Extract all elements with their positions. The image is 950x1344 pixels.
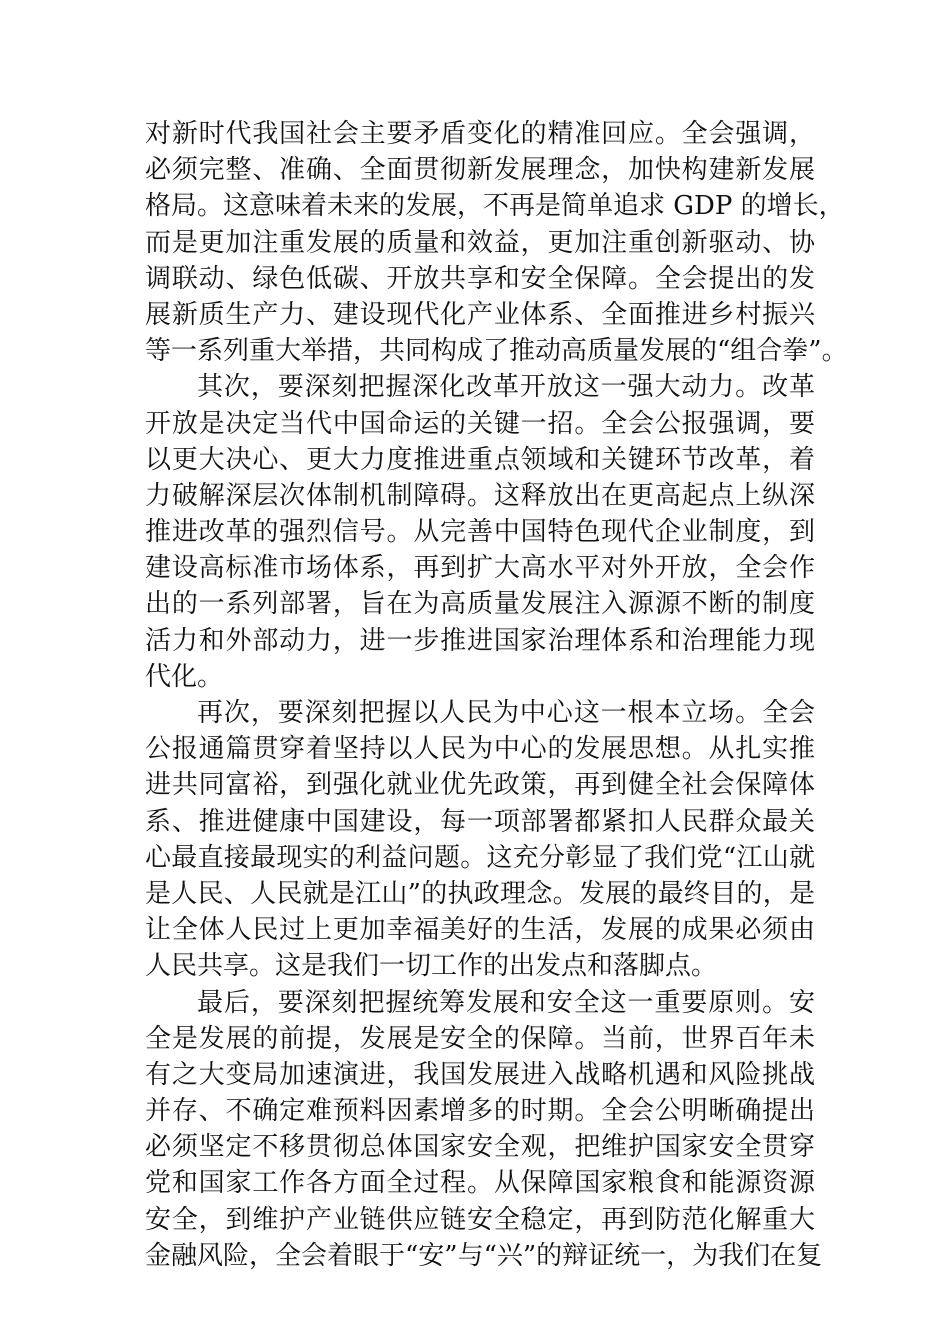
text-line: 再次，要深刻把握以人民为中心这一根本立场。全会 [197, 698, 815, 728]
paragraph-2 [145, 369, 815, 695]
text-line: 全是发展的前提，发展是安全的保障。当前，世界百年未 [145, 1023, 815, 1054]
text-line: 出的一系列部署，旨在为高质量发展注入源源不断的制度 [145, 589, 815, 620]
text-line: 格局。这意味着未来的发展，不再是简单追求 GDP 的增长， [145, 191, 845, 222]
text-line: 其次，要深刻把握深化改革开放这一强大动力。改革 [197, 372, 815, 403]
text-line: 最后，要深刻把握统筹发展和安全这一重要原则。安 [197, 987, 815, 1018]
text-line: 让全体人民过上更加幸福美好的生活，发展的成果必须由 [145, 915, 815, 946]
text-line: 对新时代我国社会主要矛盾变化的精准回应。全会强调， [145, 119, 815, 149]
text-line: 是人民、人民就是江山”的执政理念。发展的最终目的，是 [145, 878, 815, 909]
text-line: 党和国家工作各方面全过程。从保障国家粮食和能源资源 [145, 1168, 815, 1199]
text-line: 调联动、绿色低碳、开放共享和安全保障。全会提出的发 [145, 263, 815, 294]
text-line: 进共同富裕，到强化就业优先政策，再到健全社会保障体 [145, 770, 815, 801]
text-line: 推进改革的强烈信号。从完善中国特色现代企业制度，到 [145, 517, 815, 548]
text-line: 必须完整、准确、全面贯彻新发展理念，加快构建新发展 [145, 155, 815, 186]
paragraph-3 [145, 695, 815, 985]
text-line: 建设高标准市场体系，再到扩大高水平对外开放，全会作 [145, 553, 815, 584]
text-line: 心最直接最现实的利益问题。这充分彰显了我们党“江山就 [145, 842, 815, 873]
body-text [145, 116, 848, 1274]
text-line: 人民共享。这是我们一切工作的出发点和落脚点。 [145, 951, 718, 982]
paragraph-4 [145, 985, 823, 1275]
text-line: 系、推进健康中国建设，每一项部署都紧扣人民群众最关 [145, 806, 815, 837]
paragraph-1 [145, 116, 848, 369]
text-line: 开放是决定当代中国命运的关键一招。全会公报强调，要 [145, 408, 815, 439]
text-line: 并存、不确定难预料因素增多的时期。全会公明晰确提出 [145, 1096, 815, 1127]
text-line: 力破解深层次体制机制障碍。这释放出在更高起点上纵深 [145, 480, 815, 511]
text-line: 活力和外部动力，进一步推进国家治理体系和治理能力现 [145, 625, 815, 656]
text-line: 金融风险，全会着眼于“安”与“兴”的辩证统一，为我们在复 [145, 1240, 823, 1271]
text-line: 公报通篇贯穿着坚持以人民为中心的发展思想。从扎实推 [145, 734, 815, 765]
text-line: 有之大变局加速演进，我国发展进入战略机遇和风险挑战 [145, 1059, 815, 1090]
text-line: 展新质生产力、建设现代化产业体系、全面推进乡村振兴 [145, 299, 815, 330]
text-line: 必须坚定不移贯彻总体国家安全观，把维护国家安全贯穿 [145, 1132, 815, 1163]
text-line: 代化。 [145, 661, 224, 692]
text-line: 安全，到维护产业链供应链安全稳定，再到防范化解重大 [145, 1204, 815, 1235]
text-line: 以更大决心、更大力度推进重点领域和关键环节改革，着 [145, 444, 815, 475]
text-line: 而是更加注重发展的质量和效益，更加注重创新驱动、协 [145, 227, 815, 258]
text-line: 等一系列重大举措，共同构成了推动高质量发展的“组合拳”。 [145, 336, 848, 367]
